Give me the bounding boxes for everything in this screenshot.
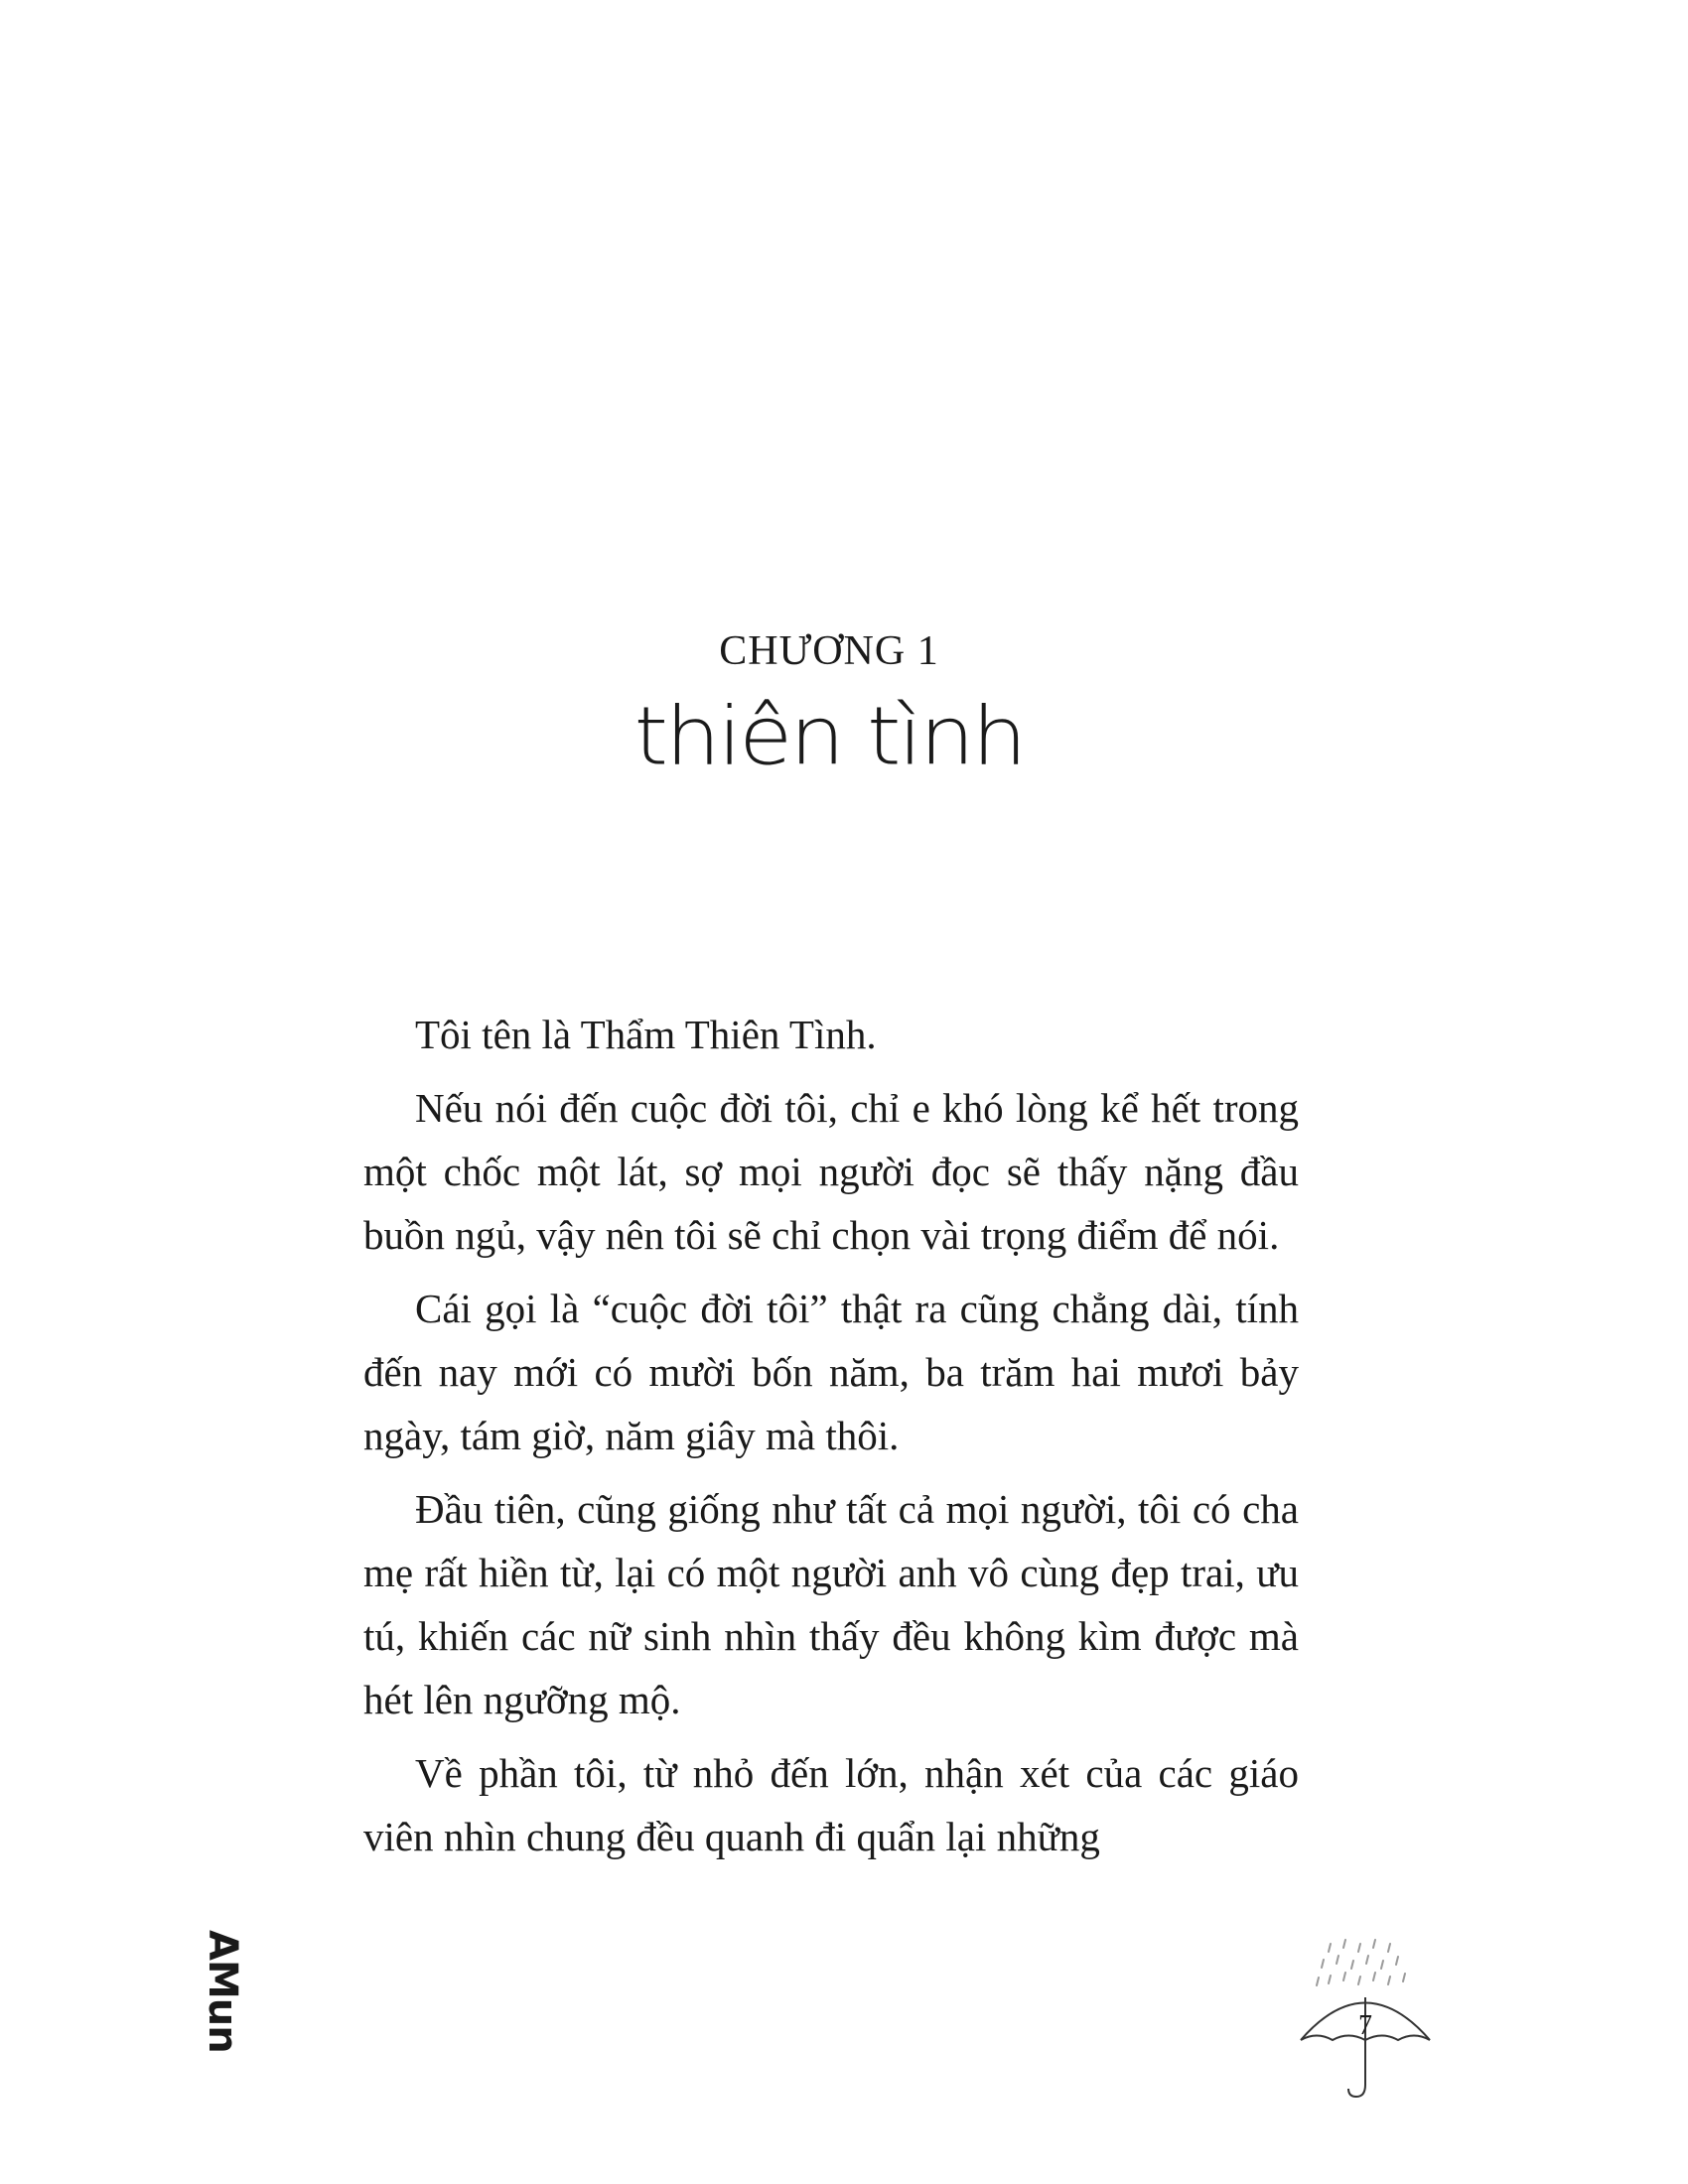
paragraph: Về phần tôi, từ nhỏ đến lớn, nhận xét của các giáo viên nhìn chung đều quanh đi quẩn lại những xyxy=(363,1750,1299,1859)
paragraph: Cái gọi là “cuộc đời tôi” thật ra cũng chẳng dài, tính đến nay mới có mười bốn năm, ba trăm hai mươi bảy ngày, tám giờ, năm giây mà thôi. xyxy=(363,1286,1299,1458)
publisher-logo xyxy=(195,1930,245,2053)
publisher-logo-text: AMun xyxy=(200,1930,245,2053)
paragraph: Đầu tiên, cũng giống như tất cả mọi người, tôi có cha mẹ rất hiền từ, lại có một người anh vô cùng đẹp trai, ưu tú, khiến các nữ sinh nhìn thấy đều không kìm được mà hét lên ngưỡng mộ. xyxy=(363,1486,1299,1722)
page-number: 7 xyxy=(1358,2010,1372,2041)
chapter-title: thiên tình xyxy=(633,689,1025,783)
paragraph: Tôi tên là Thẩm Thiên Tình. xyxy=(415,1012,877,1057)
chapter-label: CHƯƠNG 1 xyxy=(719,628,939,674)
page-mark xyxy=(1291,1936,1440,2105)
paragraph: Nếu nói đến cuộc đời tôi, chỉ e khó lòng kể hết trong một chốc một lát, sợ mọi người đọc sẽ thấy nặng đầu buồn ngủ, vậy nên tôi sẽ chỉ chọn vài trọng điểm để nói. xyxy=(363,1085,1299,1258)
body-text xyxy=(363,1003,1299,1878)
